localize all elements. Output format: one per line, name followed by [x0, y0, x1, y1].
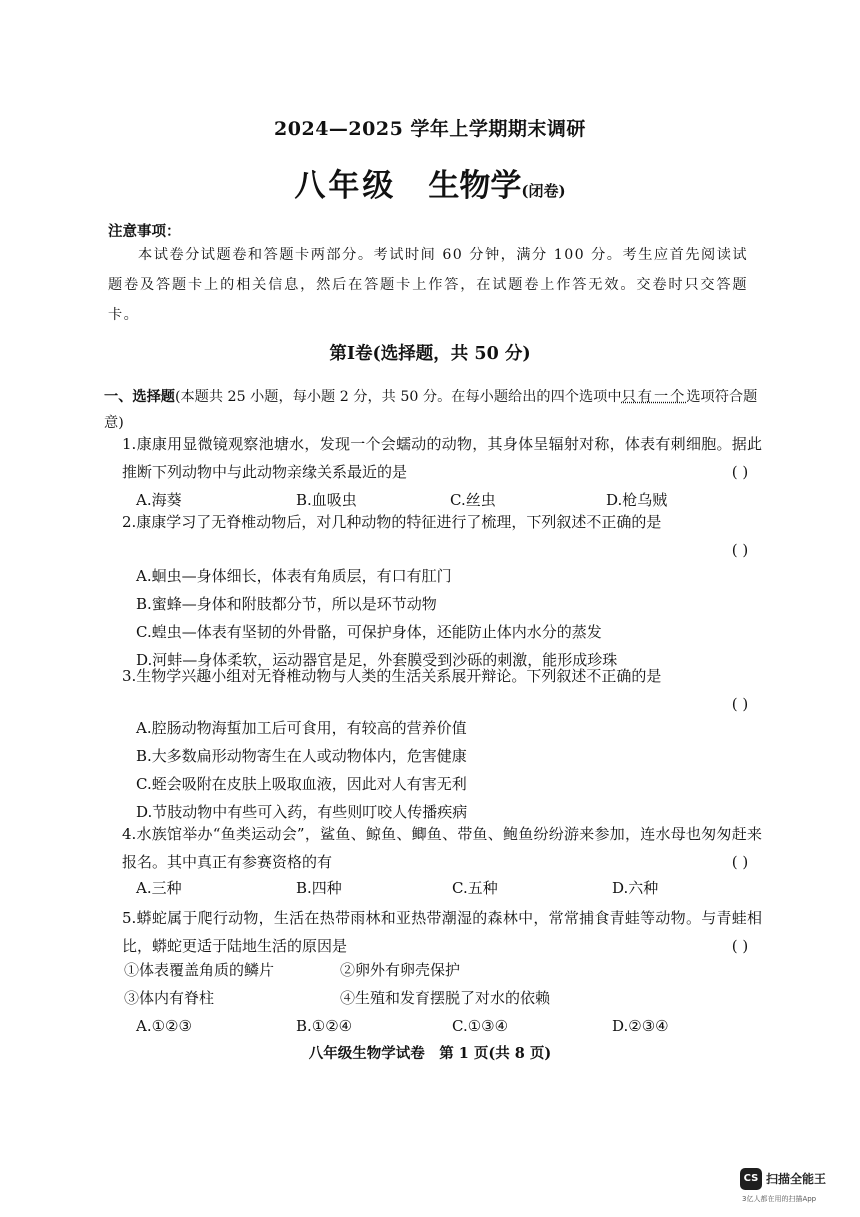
q5-statement-4: ④生殖和发育摆脱了对水的依赖 — [340, 989, 551, 1007]
question-1 — [122, 430, 762, 486]
notice-heading: 注意事项： — [108, 223, 181, 240]
exam-subtitle — [0, 160, 860, 205]
q4-option-a: A.三种 — [136, 879, 182, 897]
q4-option-c: C.五种 — [452, 879, 498, 897]
question-2 — [122, 508, 762, 564]
question-3 — [122, 662, 762, 718]
watermark-brand: 扫描全能王 — [766, 1172, 827, 1186]
q4-option-d: D.六种 — [612, 879, 659, 897]
grade-label: 八年级 — [294, 168, 397, 204]
part-emphasis: 只有一个 — [621, 389, 687, 405]
q3-option-c: C.蛭会吸附在皮肤上吸取血液，因此对人有害无利 — [136, 775, 467, 793]
question-3-text: 3.生物学兴趣小组对无脊椎动物与人类的生活关系展开辩论。下列叙述不正确的是 — [122, 667, 662, 685]
notice-body: 本试卷分试题卷和答题卡两部分。考试时间 60 分钟，满分 100 分。考生应首先阅读试题卷及答题卡上的相关信息，然后在答题卡上作答，在试题卷上作答无效。交卷时只交答题卡。 — [108, 247, 748, 323]
question-1-text: 1.康康用显微镜观察池塘水，发现一个会蠕动的动物，其身体呈辐射对称，体表有刺细胞。据此推断下列动物中与此动物亲缘关系最近的是 — [122, 435, 762, 481]
q5-option-c: C.①③④ — [452, 1017, 509, 1035]
part-tail: 选项符合题意) — [104, 389, 758, 431]
q2-option-b: B.蜜蜂—身体和附肢都分节，所以是环节动物 — [136, 595, 437, 613]
q5-statement-2: ②卵外有卵壳保护 — [340, 961, 461, 979]
q1-option-a: A.海葵 — [136, 491, 182, 509]
part-instructions — [104, 384, 764, 436]
answer-blank-4: ( ) — [731, 853, 749, 871]
closed-book-note: (闭卷) — [521, 182, 566, 200]
q3-option-a: A.腔肠动物海蜇加工后可食用，有较高的营养价值 — [136, 719, 467, 737]
q5-statement-3: ③体内有脊柱 — [124, 989, 215, 1007]
question-5 — [122, 904, 762, 960]
question-2-text: 2.康康学习了无脊椎动物后，对几种动物的特征进行了梳理，下列叙述不正确的是 — [122, 513, 662, 531]
q2-option-a: A.蛔虫—身体细长，体表有角质层，有口有肛门 — [136, 567, 452, 585]
q5-option-d: D.②③④ — [612, 1017, 669, 1035]
q5-statement-1: ①体表覆盖角质的鳞片 — [124, 961, 275, 979]
answer-blank-3: ( ) — [731, 695, 749, 713]
part-description: (本题共 25 小题，每小题 2 分，共 50 分。在每小题给出的四个选项中 — [174, 389, 622, 405]
section-title: 第Ⅰ卷(选择题，共 50 分) — [329, 344, 531, 364]
subject-label: 生物学 — [428, 168, 522, 204]
question-4 — [122, 820, 762, 876]
q1-option-b: B.血吸虫 — [296, 491, 357, 509]
scanner-watermark — [740, 1168, 840, 1208]
answer-blank-5: ( ) — [731, 937, 749, 955]
question-5-text: 5.蟒蛇属于爬行动物，生活在热带雨林和亚热带潮湿的森林中，常常捕食青蛙等动物。与青蛙相比，蟒蛇更适于陆地生活的原因是 — [122, 909, 762, 955]
q2-option-d: D.河蚌—身体柔软，运动器官是足，外套膜受到沙砾的刺激，能形成珍珠 — [136, 651, 618, 669]
answer-blank-2: ( ) — [731, 541, 749, 559]
q2-option-c: C.蝗虫—体表有坚韧的外骨骼，可保护身体，还能防止体内水分的蒸发 — [136, 623, 602, 641]
q3-option-d: D.节肢动物中有些可入药，有些则叮咬人传播疾病 — [136, 803, 468, 821]
q5-option-b: B.①②④ — [296, 1017, 353, 1035]
q5-option-a: A.①②③ — [136, 1017, 192, 1035]
q3-option-b: B.大多数扁形动物寄生在人或动物体内，危害健康 — [136, 747, 467, 765]
part-label: 一、选择题 — [104, 389, 175, 405]
q1-option-d: D.枪乌贼 — [606, 491, 668, 509]
page-footer: 八年级生物学试卷 第 1 页(共 8 页) — [308, 1045, 552, 1062]
question-4-text: 4.水族馆举办“鱼类运动会”，鲨鱼、鲸鱼、鲫鱼、带鱼、鲍鱼纷纷游来参加，连水母也匆匆赶来报名。其中真正有参赛资格的有 — [122, 825, 762, 871]
q1-option-c: C.丝虫 — [450, 491, 496, 509]
q4-option-b: B.四种 — [296, 879, 342, 897]
camscanner-logo-icon: CS — [740, 1168, 762, 1190]
exam-title: 2024—2025 学年上学期期末调研 — [274, 118, 586, 140]
watermark-tagline: 3亿人都在用的扫描App — [742, 1195, 817, 1203]
answer-blank-1: ( ) — [731, 463, 749, 481]
